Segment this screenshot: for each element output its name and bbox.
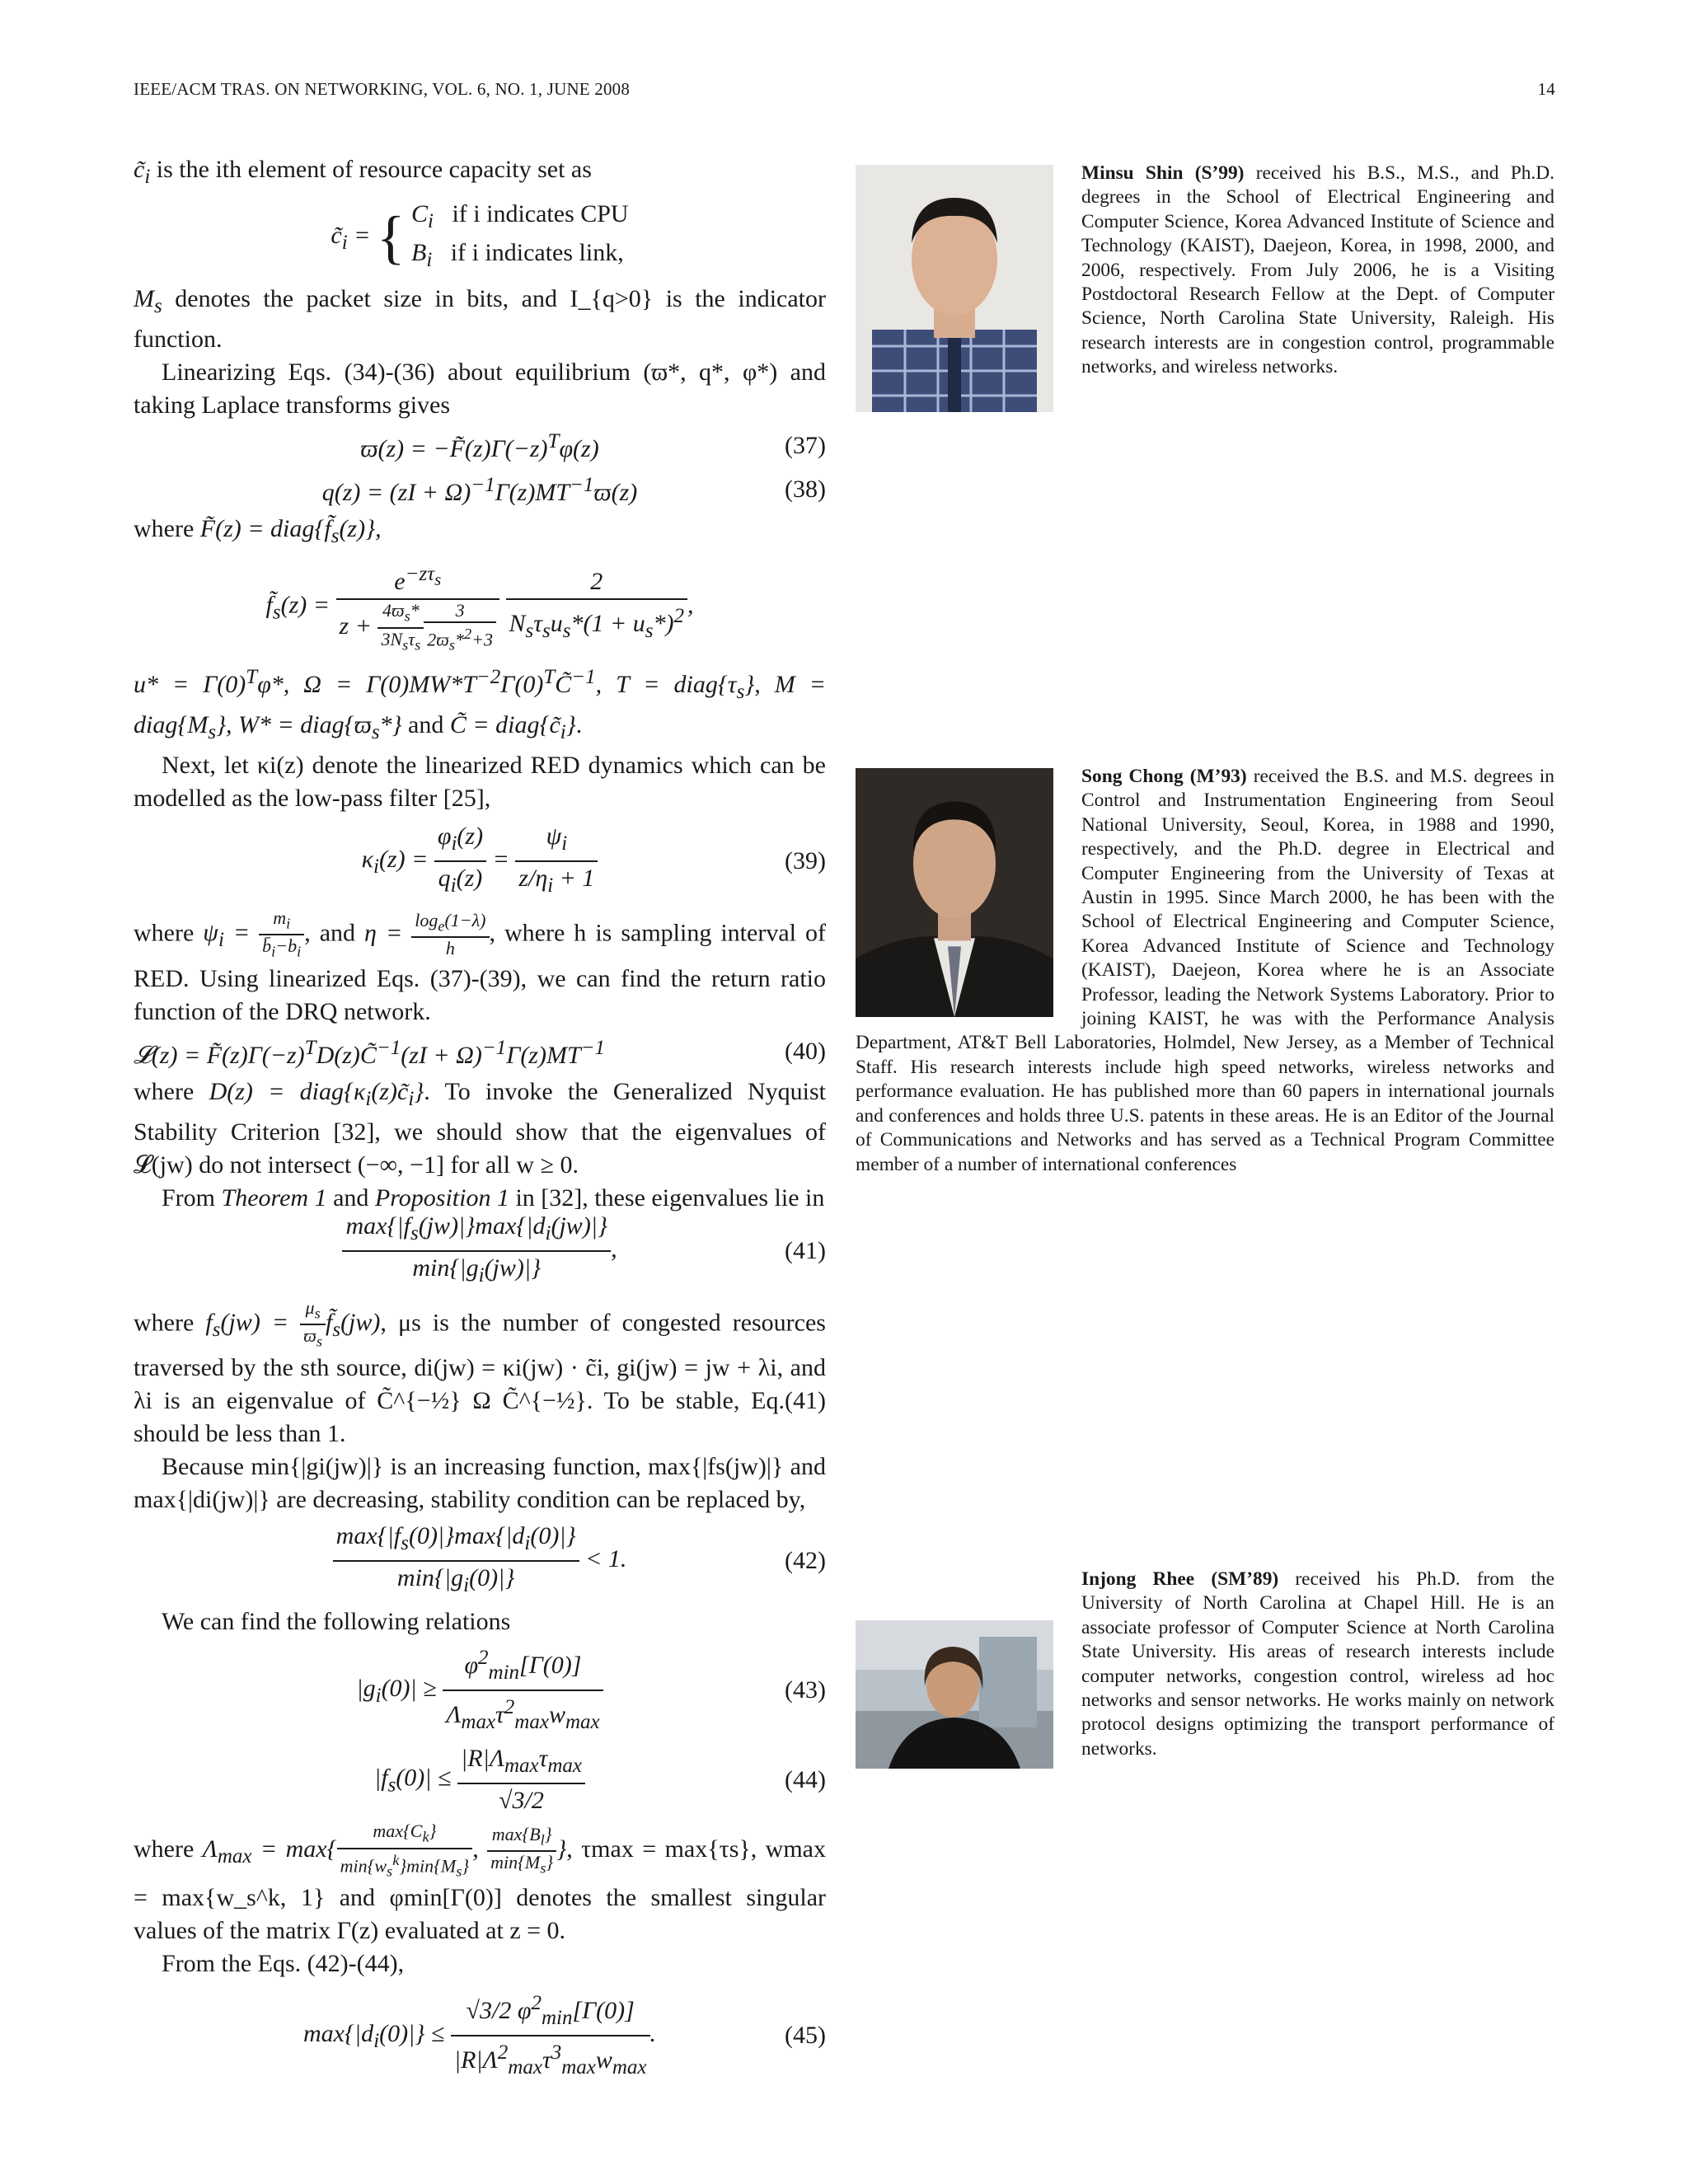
paragraph-lambda-max: where $\Lambda_{max} = \max${ $\frac{\max\{C_k\}}{\min\{w_s^k\}\min\{M_s\}}$ , $\frac{\max\{B_l\}}{\min\{M_s\}}$ }, τmax = max{τs}, wmax = max{w_s^k, 1} and φmin[Γ(0)] denotes the smallest singular values of the matrix Γ(z) evaluated at z = 0. <box>134 1821 826 1945</box>
paragraph-capacity: $c̃_i$ is the ith element of resource capacity set as <box>134 156 592 188</box>
bio-name-rhee: Injong Rhee (SM’89) <box>1081 1568 1279 1590</box>
paragraph-definitions: $u* = \Gamma(0)^T\varphi*$, $\Omega = \Gamma(0)MW*T^{-2}\Gamma(0)^TC̃^{-1}$, $T = diag\{\tau_s\}$, $M = diag\{M_s\}$, $W* = diag\{ϖ_s*\}$ and C̃ = $diag\{c̃_i\}$. <box>134 665 827 743</box>
equation-39: $\kappa_i(z)$ = $\frac{\varphi_i(z)}{q_i(z)}$ = $\frac{\psi_i}{z/\eta_i + 1}$ (39) <box>134 820 826 902</box>
equation-44: $|f_s(0)|$ ≤ $\frac{|R|\Lambda_{max}\tau_{max}}{√3/2}$ (44) <box>134 1742 826 1817</box>
paragraph-red-dynamics: Next, let κi(z) denote the linearized RED dynamics which can be modelled as the low-pass filter [25], <box>134 751 826 812</box>
paragraph-where-f: where F̃(z) = $diag\{f̃_s(z)\}$, <box>134 515 382 547</box>
paragraph-from-eqs: From the Eqs. (42)-(44), <box>162 1950 405 1978</box>
bio-text-rhee: received his Ph.D. from the University of North Carolina at Chapel Hill. He is an associate professor of Computer Science at North Carolina State University. His areas of research interests include computer networks, congestion control, wireless ad hoc networks and sensor networks. He works mainly on network protocol designs optimizing the transport performance of networks. <box>1081 1568 1554 1760</box>
paragraph-fs-def: where $f_s(jw)$ = $\frac{\mu_s}{ϖ_s}$ $f̃_s(jw)$, μs is the number of congested resources traversed by the sth source, di(jw) = κi(jw) · c̃i, gi(jw) = jw + λi, and λi is an eigenvalue of C̃^{−½} Ω C̃^{−½}. To be stable, Eq.(41) should be less than 1. <box>134 1296 826 1448</box>
paragraph-psi-eta: where $\psi_i$ = $\frac{m_i}{b̄_i-b_i}$ , and η = $\frac{\log_e(1-\lambda)}{h}$ , where h is sampling interval of RED. Using linearized Eqs. (37)-(39), we can find the return ratio function of the DRQ network. <box>134 907 826 1025</box>
bio-text-shin: received his B.S., M.S., and Ph.D. degrees in the School of Electrical Engineering and Computer Science, Korea Advanced Institute of Science and Technology (KAIST), Daejeon, Korea, in 1998, 2000, and 2006, respectively. From July 2006, he is a Visiting Postdoctoral Research Fellow at the Dept. of Computer Science, North Carolina State University, Raleigh. His research interests are in congestion control, programmable networks, and wireless networks. <box>1081 162 1554 378</box>
equation-42: $\frac{\max\{|f_s(0)|\}\max\{|d_i(0)|\}}{\min\{|g_i(0)|\}}$ < 1. (42) <box>134 1520 826 1602</box>
equation-capacity-cases: $c̃_i$ = { $C_i$ if i indicates CPU $B_i$ if i indicates link, <box>331 200 629 271</box>
bio-injong-rhee <box>856 1568 1554 1772</box>
equation-45: $\max\{|d_i(0)|\}$ ≤ $\frac{√3/2 \varphi^2_{min}[\Gamma(0)]}{|R|\Lambda^2_{max}\tau^3_{max}w_{max}}$ . (45) <box>134 1987 826 2084</box>
paragraph-nyquist: where $D(z) = diag\{\kappa_i(z)c̃_i\}$. To invoke the Generalized Nyquist Stability Criterion [32], we should show that the eigenvalues of 𝓛(jw) do not intersect (−∞, −1] for all w ≥ 0. <box>134 1077 827 1179</box>
equation-37: $ϖ(z) = -F̃(z)\Gamma(-z)^T\varphi(z)$ (37) <box>360 430 826 462</box>
bio-text-chong: received the B.S. and M.S. degrees in Control and Instrumentation Engineering from Seoul National University, Seoul, Korea, in 1988 and 1990, respectively, and the Ph.D. degree in Electrical and Computer Engineering from the University of Texas at Austin in 1995. Since March 2000, he has been with the School of Electrical Engineering and Computer Science, Korea Advanced Institute of Science and Technology (KAIST), Daejeon, Korea where he is an Associate Professor, leading the Network Systems Laboratory. Prior to joining KAIST, he was with the Performance Analysis Department, AT&T Bell Laboratories, Holmdel, New Jersey, as a Member of Technical Staff. His research interests include high speed networks, wireless networks and performance evaluation. He has published more than 60 papers in international journals and conferences and holds three U.S. patents in these areas. He is an Editor of the Journal of Communications and Networks and has served as a Technical Program Committee member of a number of international conferences <box>856 766 1554 1175</box>
equation-fs: $f̃_s(z)$ = $e^{-z\tau_s}$ z + $\frac{4ϖ_s*}{3N_s\tau_s}$ $\frac{3}{2ϖ_s*^2+3}$ $\frac{2}{N_s\tau_su_s*(1 + u_s*)^2}$ , <box>134 558 826 656</box>
left-column <box>134 153 826 2091</box>
equation-40: 𝓛(z) = $F̃(z)\Gamma(-z)^TD(z)C̃^{-1}(zI + \Omega)^{-1}\Gamma(z)MT^{-1}$ (40) <box>134 1036 826 1069</box>
equation-41: $\frac{\max\{|f_s(jw)|\}\max\{|d_i(jw)|\}}{\min\{|g_i(jw)|\}}$ , (41) <box>134 1210 826 1292</box>
paragraph-because: Because min{|gi(jw)|} is an increasing function, max{|fs(jw)|} and max{|di(jw)|} are decreasing, stability condition can be replaced by, <box>134 1453 826 1514</box>
paragraph-relations: We can find the following relations <box>162 1608 511 1636</box>
paragraph-eigenvalues: From Theorem 1 and Proposition 1 in [32], these eigenvalues lie in <box>162 1183 825 1212</box>
equation-38: $q(z) = (zI + \Omega)^{-1}\Gamma(z)MT^{-1}ϖ(z)$ (38) <box>321 474 826 506</box>
paragraph-packet-size: $M_s$ denotes the packet size in bits, and I_{q>0} is the indicator function. <box>134 285 827 353</box>
journal-header: IEEE/ACM TRAS. ON NETWORKING, VOL. 6, NO. 1, JUNE 2008 <box>134 79 631 99</box>
equation-43: $|g_i(0)|$ ≥ $\frac{\varphi^2_{min}[\Gamma(0)]}{\Lambda_{max}\tau^2_{max}w_{max}}$ (43) <box>134 1642 826 1739</box>
paragraph-linearizing: Linearizing Eqs. (34)-(36) about equilibrium (ϖ*, q*, φ*) and taking Laplace transforms gives <box>134 359 826 419</box>
bio-name-chong: Song Chong (M’93) <box>1081 766 1247 787</box>
bio-song-chong <box>856 765 1554 1177</box>
bio-name-shin: Minsu Shin (S’99) <box>1081 162 1245 184</box>
portrait-song-chong <box>856 768 1053 1017</box>
portrait-minsu-shin <box>856 165 1053 412</box>
bio-minsu-shin <box>856 162 1554 415</box>
page-number: 14 <box>1537 79 1555 99</box>
portrait-injong-rhee <box>856 1620 1053 1769</box>
